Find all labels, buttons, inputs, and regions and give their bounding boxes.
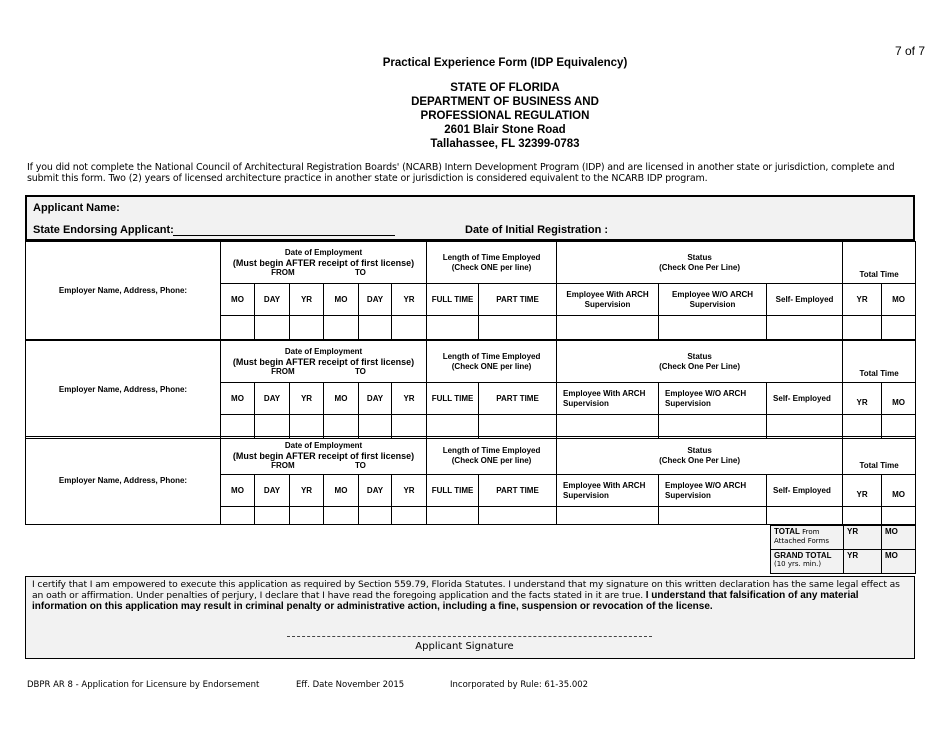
- col-full-time: FULL TIME: [427, 475, 479, 507]
- status-header: Status (Check One Per Line): [557, 242, 843, 284]
- input-self-employed[interactable]: [767, 507, 843, 525]
- footer-eff-date: Eff. Date November 2015: [296, 680, 405, 690]
- status-header: Status (Check One Per Line): [557, 341, 843, 383]
- agency-line: STATE OF FLORIDA: [450, 82, 560, 94]
- input-from-day[interactable]: [255, 316, 290, 340]
- col-day: DAY: [255, 383, 290, 415]
- total-time-header: Total Time: [843, 341, 916, 383]
- input-total-mo[interactable]: [882, 415, 916, 439]
- input-full-time[interactable]: [427, 415, 479, 439]
- col-wo-arch: Employee W/O ARCH Supervision: [659, 475, 767, 507]
- col-self-employed: Self- Employed: [767, 475, 843, 507]
- length-header: Length of Time Employed (Check ONE per line): [427, 341, 557, 383]
- total-mo[interactable]: MO: [882, 526, 916, 550]
- input-with-arch[interactable]: [557, 316, 659, 340]
- col-total-mo: MO: [882, 383, 916, 415]
- col-yr: YR: [392, 475, 427, 507]
- col-yr: YR: [392, 383, 427, 415]
- input-total-mo[interactable]: [882, 316, 916, 340]
- input-to-day[interactable]: [359, 415, 392, 439]
- input-part-time[interactable]: [479, 507, 557, 525]
- grand-total-yr[interactable]: YR: [844, 550, 882, 574]
- input-part-time[interactable]: [479, 415, 557, 439]
- employment-block: [25, 340, 916, 439]
- col-part-time: PART TIME: [479, 475, 557, 507]
- employer-label-cell: Employer Name, Address, Phone:: [26, 242, 221, 340]
- agency-line: PROFESSIONAL REGULATION: [420, 110, 590, 122]
- input-with-arch[interactable]: [557, 507, 659, 525]
- status-header: Status (Check One Per Line): [557, 437, 843, 475]
- input-to-day[interactable]: [359, 316, 392, 340]
- input-from-mo[interactable]: [221, 415, 255, 439]
- col-day: DAY: [359, 475, 392, 507]
- input-total-yr[interactable]: [843, 507, 882, 525]
- form-header: [300, 56, 710, 151]
- total-yr[interactable]: YR: [844, 526, 882, 550]
- col-full-time: FULL TIME: [427, 284, 479, 316]
- signature-line[interactable]: [287, 636, 652, 637]
- employment-block: [25, 436, 916, 525]
- col-mo: MO: [221, 284, 255, 316]
- page-number: 7 of 7: [894, 44, 925, 58]
- intro-paragraph: If you did not complete the National Council of Architectural Registration Boards' (NCARB) Intern Development Program (IDP) and are licensed in another state or jurisdiction, complete and submit this form. Two (2) years of licensed architecture practice in another state or jurisdiction is considered equivalent to the NCARB IDP program.: [27, 162, 895, 184]
- input-from-day[interactable]: [255, 415, 290, 439]
- input-from-day[interactable]: [255, 507, 290, 525]
- date-of-employment-header: Date of Employment (Must begin AFTER receipt of first license) FROM TO: [221, 437, 427, 475]
- input-to-yr[interactable]: [392, 415, 427, 439]
- input-part-time[interactable]: [479, 316, 557, 340]
- input-to-yr[interactable]: [392, 316, 427, 340]
- input-full-time[interactable]: [427, 316, 479, 340]
- col-total-yr: YR: [843, 383, 882, 415]
- col-day: DAY: [359, 383, 392, 415]
- length-header: Length of Time Employed (Check ONE per line): [427, 242, 557, 284]
- input-from-mo[interactable]: [221, 507, 255, 525]
- date-of-employment-header: Date of Employment (Must begin AFTER receipt of first license) FROM TO: [221, 242, 427, 284]
- employer-label-cell: Employer Name, Address, Phone:: [26, 437, 221, 525]
- input-full-time[interactable]: [427, 507, 479, 525]
- col-with-arch: Employee With ARCH Supervision: [557, 383, 659, 415]
- agency-line: Tallahassee, FL 32399-0783: [430, 138, 580, 150]
- input-total-mo[interactable]: [882, 507, 916, 525]
- input-to-day[interactable]: [359, 507, 392, 525]
- date-of-employment-header: Date of Employment (Must begin AFTER receipt of first license) FROM TO: [221, 341, 427, 383]
- input-total-yr[interactable]: [843, 415, 882, 439]
- input-from-yr[interactable]: [290, 415, 324, 439]
- state-endorsing-label: State Endorsing Applicant:: [33, 224, 174, 236]
- col-yr: YR: [290, 383, 324, 415]
- input-total-yr[interactable]: [843, 316, 882, 340]
- applicant-section: [25, 195, 915, 241]
- agency-line: DEPARTMENT OF BUSINESS AND: [411, 96, 599, 108]
- col-self-employed: Self- Employed: [767, 383, 843, 415]
- col-wo-arch: Employee W/O ARCH Supervision: [659, 284, 767, 316]
- col-day: DAY: [359, 284, 392, 316]
- col-mo: MO: [324, 383, 359, 415]
- col-total-mo: MO: [882, 475, 916, 507]
- total-time-header: Total Time: [843, 242, 916, 284]
- input-to-mo[interactable]: [324, 415, 359, 439]
- employment-block: [25, 241, 916, 340]
- agency-line: 2601 Blair Stone Road: [444, 124, 566, 136]
- certification-warning: I understand that falsification of any material information on this application may result in criminal penalty or administrative action, including a fine, suspension or revocation of the license.: [32, 590, 859, 612]
- input-self-employed[interactable]: [767, 415, 843, 439]
- col-day: DAY: [255, 475, 290, 507]
- col-part-time: PART TIME: [479, 284, 557, 316]
- input-to-mo[interactable]: [324, 316, 359, 340]
- col-full-time: FULL TIME: [427, 383, 479, 415]
- initial-registration-label: Date of Initial Registration :: [465, 224, 609, 236]
- input-from-mo[interactable]: [221, 316, 255, 340]
- certification-text: I certify that I am empowered to execute this application as required by Section 559.79, Florida Statutes. I understand that my signature on this written declaration has the same legal effect as an oath or affirmation. Under penalties of perjury, I declare that I have read the foregoing application and the facts stated in it are true.: [32, 579, 900, 601]
- col-self-employed: Self- Employed: [767, 284, 843, 316]
- col-part-time: PART TIME: [479, 383, 557, 415]
- input-to-yr[interactable]: [392, 507, 427, 525]
- length-header: Length of Time Employed (Check ONE per line): [427, 437, 557, 475]
- col-with-arch: Employee With ARCH Supervision: [557, 284, 659, 316]
- signature-label: Applicant Signature: [415, 641, 514, 652]
- grand-total-mo[interactable]: MO: [882, 550, 916, 574]
- col-total-mo: MO: [882, 284, 916, 316]
- total-from-attached: TOTAL From Attached Forms: [771, 526, 844, 550]
- total-time-header: Total Time: [843, 437, 916, 475]
- applicant-name-label: Applicant Name:: [33, 202, 120, 214]
- col-day: DAY: [255, 284, 290, 316]
- footer-form-id: DBPR AR 8 - Application for Licensure by Endorsement: [27, 680, 260, 690]
- input-wo-arch[interactable]: [659, 415, 767, 439]
- col-yr: YR: [290, 475, 324, 507]
- input-from-yr[interactable]: [290, 507, 324, 525]
- input-wo-arch[interactable]: [659, 507, 767, 525]
- form-title: Practical Experience Form (IDP Equivalency): [382, 57, 628, 69]
- col-yr: YR: [290, 284, 324, 316]
- col-mo: MO: [324, 284, 359, 316]
- input-self-employed[interactable]: [767, 316, 843, 340]
- col-mo: MO: [221, 383, 255, 415]
- input-from-yr[interactable]: [290, 316, 324, 340]
- col-mo: MO: [221, 475, 255, 507]
- totals-table: [770, 525, 916, 574]
- state-endorsing-field[interactable]: [173, 225, 395, 236]
- col-yr: YR: [392, 284, 427, 316]
- col-total-yr: YR: [843, 475, 882, 507]
- col-mo: MO: [324, 475, 359, 507]
- input-wo-arch[interactable]: [659, 316, 767, 340]
- col-wo-arch: Employee W/O ARCH Supervision: [659, 383, 767, 415]
- footer-rule: Incorporated by Rule: 61-35.002: [450, 680, 589, 690]
- col-with-arch: Employee With ARCH Supervision: [557, 475, 659, 507]
- employer-label-cell: Employer Name, Address, Phone:: [26, 341, 221, 439]
- grand-total: GRAND TOTAL (10 yrs. min.): [771, 550, 844, 574]
- input-with-arch[interactable]: [557, 415, 659, 439]
- col-total-yr: YR: [843, 284, 882, 316]
- input-to-mo[interactable]: [324, 507, 359, 525]
